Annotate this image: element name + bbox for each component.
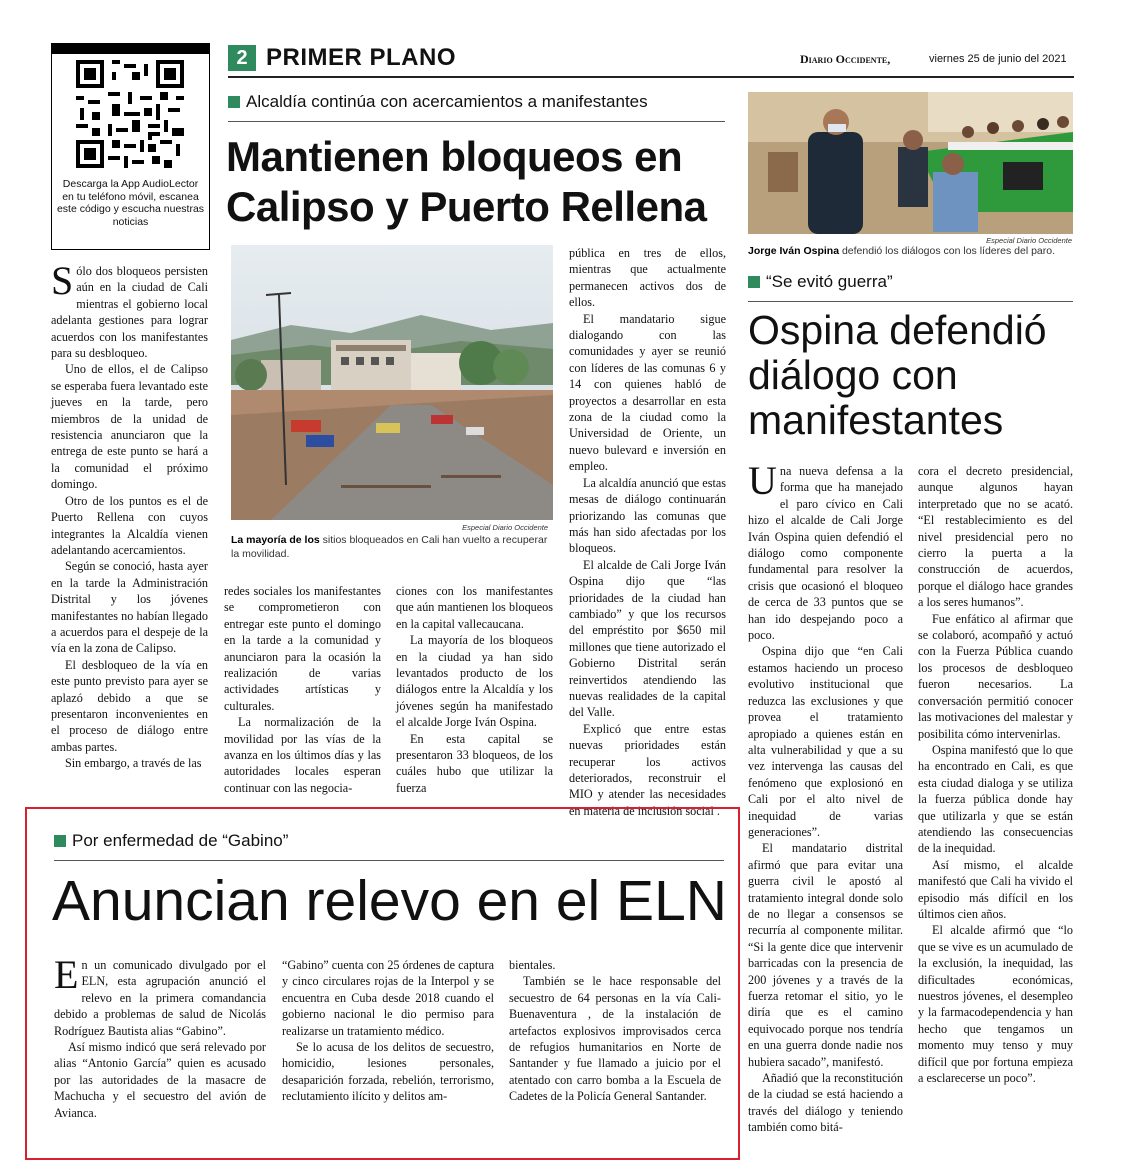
qr-code-icon[interactable] bbox=[76, 60, 184, 168]
paragraph: El desbloqueo de la vía en este punto previsto para ayer se aplazó debido a que se presentaron inconvenientes en el proceso de diálogo entre ambas partes. bbox=[51, 657, 208, 754]
kicker-square-icon bbox=[228, 96, 240, 108]
paragraph: El mandatario distrital afirmó que para evitar una guerra civil le apostó al tratamiento integral donde solo de no llegar a consensos se recurría al componente militar. “Si la gente dice que intervenir barricadas con la presencia de 200 jóvenes y a través de la fuerza retomar el sitio, yo le diría que es el camino equivocado porque nos tendría en una guerra donde nadie nos hubiera sacado”, manifestó. bbox=[748, 841, 903, 1069]
dropcap: U bbox=[748, 458, 777, 503]
paragraph: n un comunicado divulgado por el ELN, esta agrupación anunció el relevo en la primera comandancia debido a problemas de salud de Nicolás Rodríguez Bautista alias “Gabino”. bbox=[54, 958, 266, 1038]
paragraph: Fue enfático al afirmar que se colaboró, acompañó y actuó con la Fuerza Pública cuando los procesos de desbloqueo fueron necesarios. La conversación permitió conocer las motivaciones del malestar y posibilita cómo intervenirlas. bbox=[918, 611, 1073, 741]
header-rule bbox=[228, 76, 1074, 78]
right-caption-text: defendió los diálogos con los líderes del paro. bbox=[841, 245, 1056, 257]
paragraph: “Gabino” cuenta con 25 órdenes de captura y cinco circulares rojas de la Interpol y se encuentra en Cuba desde 2018 cuando el gobierno nacional le dio permiso para realizarse un tratamiento médico. bbox=[282, 958, 494, 1038]
main-col3 bbox=[396, 583, 553, 796]
paragraph: El mandatario sigue dialogando con las comunidades y ayer se reunió con líderes de las comunas 6 y 14 con quienes habló de proyectos a desarrollar en esta zona de la ciudad como la Universidad de Oriente, un nuevo bulevard e inversión en empleo. bbox=[569, 311, 726, 474]
main-caption-bold: La mayoría de los bbox=[231, 534, 320, 546]
dropcap: S bbox=[51, 258, 74, 303]
paragraph: Añadió que la reconstitución de la ciudad se está haciendo a través del diálogo y teniendo también como bitá- bbox=[748, 1071, 903, 1135]
dropcap: E bbox=[54, 952, 79, 997]
main-headline: Mantienen bloqueos en Calipso y Puerto Rellena bbox=[226, 133, 707, 230]
street-blockade-photo-icon bbox=[231, 245, 553, 520]
newspaper-name: Diario Occidente, bbox=[800, 52, 891, 66]
paragraph: Uno de ellos, el de Calipso se esperaba fuera levantado este jueves en la tarde, pero miembros de la unidad de resistencia anunciaron que la entrega de este punto se hará a la comunidad el próximo domingo. bbox=[51, 362, 208, 492]
paragraph: Así mismo, el alcalde manifestó que Cali ha vivido el episodio más difícil en los últimos cien años. bbox=[918, 857, 1073, 921]
paragraph: ólo dos bloqueos persisten aún en la ciudad de Cali mientras el gobierno local adelanta gestiones para lograr acuerdos con los manifestantes para su desbloqueo. bbox=[51, 264, 208, 361]
paragraph: La mayoría de los bloqueos en la ciudad ya han sido levantados producto de los diálogos entre la Alcaldía y los jóvenes según ha manifestado el alcalde Jorge Iván Ospina. bbox=[396, 633, 553, 730]
eln-col2 bbox=[282, 957, 494, 1105]
paragraph: cora el decreto presidencial, aunque algunos hayan interpretado que no se acató. “El restablecimiento es del nivel presidencial pero no cierro la puerta a la construcción de acuerdos, porque el diálogo hace grandes a los seres humanos”. bbox=[918, 464, 1073, 610]
eln-kicker-rule bbox=[54, 860, 724, 861]
eln-kicker bbox=[54, 831, 288, 851]
eln-col1-p0 bbox=[54, 952, 266, 1039]
main-kicker-text: Alcaldía continúa con acercamientos a manifestantes bbox=[246, 92, 648, 111]
paragraph: La alcaldía anunció que estas mesas de diálogo continuarán priorizando las comunas que más han sido afectadas por los bloqueos. bbox=[569, 475, 726, 556]
main-col1 bbox=[51, 258, 208, 772]
main-col1-p0 bbox=[51, 258, 208, 361]
paragraph: Ospina dijo que “en Cali estamos haciendo un proceso evolutivo institucional que reduzca las exclusiones y que provea el tratamiento apropiado a quienes están en alta vulnerabilidad y que a su vez intervenga las causas del fenómeno que explosionó en Cali por el alto nivel de inequidad de varias generaciones”. bbox=[748, 644, 903, 839]
paragraph: na nueva defensa a la forma que ha manejado el paro cívico en Cali hizo el alcalde de Cali Jorge Iván Ospina quien defendió el diálogo como componente fundamental para resolver la crisis que ocasionó el bloqueo de cerca de 33 puntos que se han ido despejando poco a poco. bbox=[748, 464, 903, 643]
paragraph: bientales. bbox=[509, 958, 556, 972]
right-caption-bold: Jorge Iván Ospina bbox=[748, 245, 840, 257]
paragraph: Sin embargo, a través de las bbox=[65, 756, 202, 771]
qr-box-text: Descarga la App AudioLector en tu teléfono móvil, escanea este código y escucha nuestras noticias bbox=[56, 178, 205, 228]
paragraph: Explicó que entre estas nuevas prioridades están recuperar los activos deteriorados, reconstruir el MIO y atender las necesidades en materia de inclusión social . bbox=[569, 721, 726, 818]
right-photo-credit: Especial Diario Occidente bbox=[986, 236, 1072, 245]
right-headline: Ospina defendió diálogo con manifestantes bbox=[748, 307, 1047, 443]
paragraph: La normalización de la movilidad por las vías de la avanza en los últimos días y las autoridades locales esperan continuar con las negocia- bbox=[224, 715, 381, 795]
eln-col3 bbox=[509, 957, 721, 1105]
paragraph: Según se conoció, hasta ayer en la tarde la Administración Distrital y los jóvenes manifestantes no habían llegado a acuerdos para el despeje de la vía en la zona de Calipso. bbox=[51, 559, 208, 656]
eln-headline: Anuncian relevo en el ELN bbox=[52, 869, 727, 933]
right-col1-p0 bbox=[748, 458, 903, 643]
right-photo bbox=[748, 92, 1073, 234]
page-number-badge: 2 bbox=[228, 45, 256, 71]
eln-kicker-text: Por enfermedad de “Gabino” bbox=[72, 831, 289, 850]
section-title: PRIMER PLANO bbox=[266, 44, 457, 71]
paragraph: El alcalde de Cali Jorge Iván Ospina dijo que “las prioridades de la ciudad han cambiado” y que los recursos del empréstito por $650 mil millones que tiene autorizado el Gobierno Distrital serán reinvertidos atendiendo las nuevas realidades de la capital del Valle. bbox=[569, 557, 726, 720]
paragraph: ciones con los manifestantes que aún mantienen los bloqueos en la capital vallecaucana. bbox=[396, 584, 553, 631]
paragraph: Así mismo indicó que será relevado por alias “Antonio García” quien es acusado por las autoridades de la masacre de Machucha y el secuestro del avión de Avianca. bbox=[54, 1040, 266, 1120]
right-kicker bbox=[748, 272, 893, 292]
paragraph: redes sociales los manifestantes se comprometieron con entregar este punto el domingo en la tarde a la comunidad y anunciaron para la ocasión la realización de varias actividades artísticas y culturales. bbox=[224, 584, 381, 713]
meeting-photo-icon bbox=[748, 92, 1073, 234]
main-photo bbox=[231, 245, 553, 520]
right-photo-caption bbox=[748, 244, 1078, 258]
issue-date: viernes 25 de junio del 2021 bbox=[929, 53, 1067, 65]
paragraph: En esta capital se presentaron 33 bloqueos, de los cuáles hubo que utilizar la fuerza bbox=[396, 731, 553, 795]
main-kicker bbox=[228, 92, 648, 112]
right-kicker-text: “Se evitó guerra” bbox=[766, 272, 893, 291]
paragraph: También se le hace responsable del secuestro de 64 personas en la vía Cali-Buenaventura , de la instalación de artefactos explosivos improvisados cerca de refugios humanitarios en Norte de Santander y fue llamado a juicio por el atentado con carro bomba a la Escuela de Cadetes de la Policía General Santander. bbox=[509, 974, 721, 1104]
paragraph: Se lo acusa de los delitos de secuestro, homicidio, lesiones personales, desaparición forzada, rebelión, terrorismo, reclutamiento ilícito y delitos am- bbox=[282, 1040, 494, 1104]
qr-box bbox=[51, 43, 210, 250]
main-photo-caption bbox=[231, 533, 553, 561]
main-caption-text: sitios bloqueados en Cali han vuelto a recuperar la movilidad. bbox=[231, 534, 548, 560]
main-col4 bbox=[569, 245, 726, 819]
paragraph: pública en tres de ellos, mientras que actualmente permanecen activos dos de ellos. bbox=[569, 246, 726, 310]
right-col2 bbox=[918, 463, 1073, 1086]
main-col2 bbox=[224, 583, 381, 796]
paragraph: El alcalde afirmó que “lo que se vive es un acumulado de la exclusión, la inequidad, las dificultades económicas, nuestros jóvenes, el desempleo y la farmacodependencia y han hecho que tengamos un momento muy tenso y muy difícil que por fortuna empieza a esclarecerse un poco”. bbox=[918, 923, 1073, 1086]
right-kicker-rule bbox=[748, 301, 1073, 302]
eln-col1 bbox=[54, 952, 266, 1121]
main-kicker-rule bbox=[228, 121, 725, 122]
paragraph: Otro de los puntos es el de Puerto Rellena con cuyos integrantes la Alcaldía vienen adelantando acercamientos. bbox=[51, 493, 208, 557]
qr-box-top-bar bbox=[52, 44, 209, 54]
paragraph: Ospina manifestó que lo que ha encontrado en Cali, es que esta ciudad dialoga y se utiliza la fuerza pública donde hay que utilizarla y que se están atendiendo las consecuencias de la inequidad. bbox=[918, 742, 1073, 856]
kicker-square-icon bbox=[54, 835, 66, 847]
right-col1 bbox=[748, 458, 903, 1136]
kicker-square-icon bbox=[748, 276, 760, 288]
main-photo-credit: Especial Diario Occidente bbox=[462, 523, 548, 532]
